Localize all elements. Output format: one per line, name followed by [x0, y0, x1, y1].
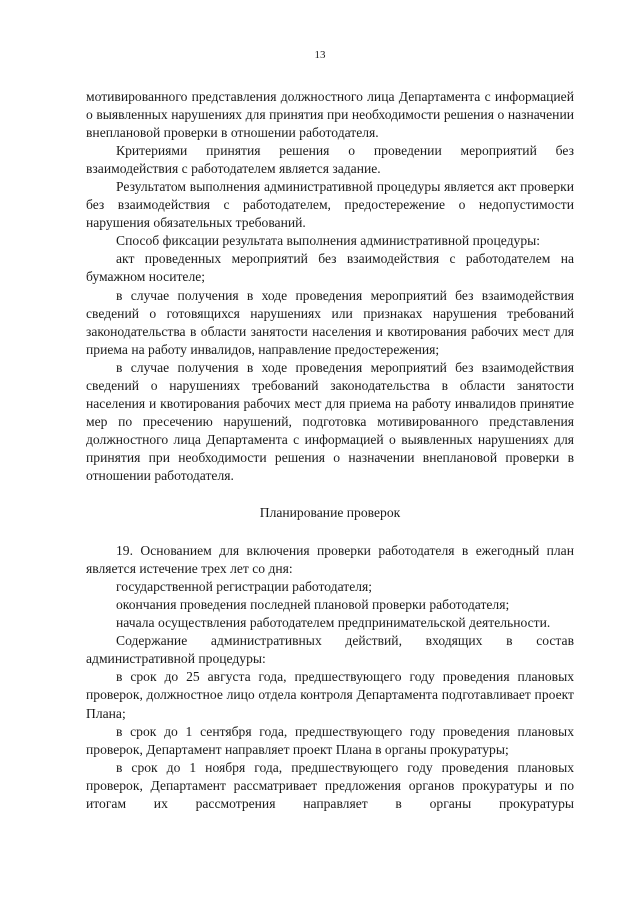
paragraph: Содержание административных действий, входящих в состав административной процедуры:: [86, 633, 574, 667]
paragraph: в случае получения в ходе проведения мероприятий без взаимодействия сведений о нарушениях требований законодательства в области занятости населения и квотирования рабочих мест для приема на работу инвалидов принятие мер по пресечению нарушений, подготовка мотивированного представления должностного лица Департамента с информацией о выявленных нарушениях для принятия при необходимости решения о назначении внеплановой проверки в отношении работодателя.: [86, 359, 574, 483]
paragraph: окончания проведения последней плановой проверки работодателя;: [116, 597, 510, 613]
paragraph: Критериями принятия решения о проведении мероприятий без взаимодействия с работодателем является задание.: [86, 143, 574, 177]
document-page: [86, 44, 574, 813]
paragraph: Результатом выполнения административной процедуры является акт проверки без взаимодействия с работодателем, предостережение о недопустимости нарушения обязательных требований.: [86, 179, 574, 231]
section-heading: Планирование проверок: [259, 505, 401, 521]
paragraph: 19. Основанием для включения проверки работодателя в ежегодный план является истечение трех лет со дня:: [86, 543, 574, 577]
paragraph: в срок до 1 ноября года, предшествующего году проведения плановых проверок, Департамент рассматривает предложения органов прокуратуры и по итогам их рассмотрения направляет в органы прокуратуры: [86, 759, 574, 811]
page-number: 13: [314, 49, 326, 61]
paragraph: в срок до 1 сентября года, предшествующего году проведения плановых проверок, Департамент направляет проект Плана в органы прокуратуры;: [86, 723, 574, 757]
paragraph: в срок до 25 августа года, предшествующего году проведения плановых проверок, должностное лицо отдела контроля Департамента подготавливает проект Плана;: [86, 669, 574, 721]
paragraph: мотивированного представления должностного лица Департамента с информацией о выявленных нарушениях для принятия при необходимости решения о назначении внеплановой проверки в отношении работодателя.: [86, 89, 574, 141]
paragraph: Способ фиксации результата выполнения административной процедуры:: [116, 233, 541, 249]
paragraph: начала осуществления работодателем предпринимательской деятельности.: [116, 615, 551, 631]
paragraph: акт проведенных мероприятий без взаимодействия с работодателем на бумажном носителе;: [86, 251, 574, 285]
paragraph: государственной регистрации работодателя;: [116, 579, 373, 595]
paragraph: в случае получения в ходе проведения мероприятий без взаимодействия сведений о готовящихся нарушениях или признаках нарушения требований законодательства в области занятости населения и квотирования рабочих мест для приема на работу инвалидов, направление предостережения;: [86, 287, 574, 357]
